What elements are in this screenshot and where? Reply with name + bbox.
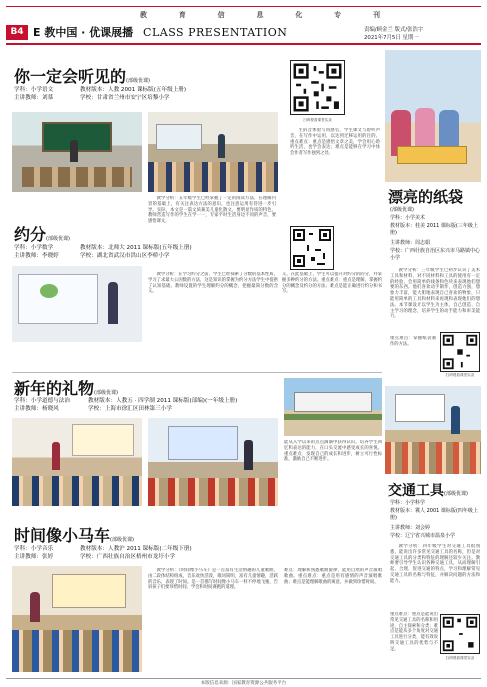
article-school: 学校：广西壮族自治区东兴市马路镇中心小学 <box>390 248 481 261</box>
masthead-word: 化 <box>295 11 303 19</box>
article-title-text: 新年的礼物 <box>14 379 95 398</box>
qr-code[interactable] <box>290 226 334 270</box>
classroom-photo <box>385 386 481 474</box>
article-title <box>14 376 118 399</box>
slide-graphic <box>40 284 58 298</box>
article-badge: (部级优课) <box>94 390 118 396</box>
article-school: 学校：上海市徐汇区田林第三小学 <box>88 406 172 412</box>
classroom-photo <box>12 112 142 192</box>
article-subject: 学科：小学道德与法治 <box>14 398 70 404</box>
article-school: 学校：甘肃省兰州市安宁区培黎小学 <box>80 95 170 101</box>
article-body: 教学分析：《时间像小马车》是一首富有生活情趣的儿童歌曲，由二段体结构组成，音乐欢快活泼，歌词简明，富有儿童情趣，活跃的音乐，表现了时间。是一首描写时间像小马车一样不停地飞驰，告诉孩子们要珍惜时间、学会和时间赛跑的道理。 <box>148 568 278 591</box>
article-teacher: 主讲教师：刘会婷 <box>390 525 431 531</box>
section-name: E 教中国 · 优课展播 <box>33 26 134 39</box>
masthead-words <box>140 10 380 20</box>
projector-screen <box>395 394 445 422</box>
teacher-figure <box>52 442 60 470</box>
article-textbook: 教材版本：北师大 2011 课标版(五年级上册) <box>80 245 192 251</box>
article-subject: 学科：小学科学 <box>390 500 426 506</box>
smartboard <box>18 274 98 324</box>
article-title <box>14 222 70 245</box>
projector-screen <box>156 124 202 150</box>
teacher-figure <box>244 440 253 470</box>
article-school: 学校：湖北省武汉市洪山区李桥小学 <box>80 253 170 259</box>
article-body: 教学分析：五年级学生已经掌握了一定的阅读方法，在理解内容的基础上，有关注表达方法的意识，也注意运用有待进一步引导。实际，本文是一篇文质兼美儿童化散文，要明显作质的特色，教师营造写作的学生在学一一，专家平时生活身边不同的声音，要感悟课文。 <box>148 196 276 225</box>
classroom-photo <box>12 418 142 506</box>
section-name-en: CLASS PRESENTATION <box>143 26 288 39</box>
students <box>12 476 142 506</box>
classroom-photo <box>12 266 142 342</box>
smartboard <box>52 574 126 608</box>
masthead-rule-top <box>6 6 481 7</box>
article-title-text: 约分 <box>14 225 47 244</box>
article-subject: 学科：小学音乐 <box>14 546 54 552</box>
article-body: 义，在此基础上，学生可以提升对约分的的分，并掌握多种约分的方法。重点难点：重点是理解、掌握约分的概念及约分的方法；难点是能正确进行约分和书写。 <box>282 272 382 295</box>
students <box>148 162 278 192</box>
section-divider <box>12 372 382 373</box>
article-teacher: 主讲教师：张婷 <box>14 554 54 560</box>
article-textbook: 教材版本：桂美 2011 课标版(三年级上册) <box>390 223 478 236</box>
article-badge: (部级优课) <box>46 236 70 242</box>
classroom-photo <box>385 50 481 182</box>
article-title <box>14 523 134 546</box>
editor-credit: 责编/顾金兰 版式/张浩宇 <box>364 27 424 33</box>
article-teacher: 主讲教师：刘慕 <box>14 95 54 101</box>
school-building <box>294 392 372 412</box>
classroom-photo <box>148 418 278 506</box>
article-body: 能从入学以来的点点滴滴中获得认识，培养学生回忆和表达的能力，在口头交流中感受成长的喜悦。重点难点：发现自己的成长和进步，树立可行性标准，激励自己不断进步。 <box>284 440 382 463</box>
projector-screen <box>72 424 134 456</box>
masthead-word: 息 <box>256 11 264 19</box>
classroom-photo <box>12 566 142 672</box>
article-title <box>14 64 150 87</box>
masthead-word: 信 <box>217 11 225 19</box>
qr-code-icon <box>441 615 479 653</box>
hedge <box>284 414 382 420</box>
article-badge: (部级优课) <box>110 537 134 543</box>
article-subject: 学科：小学数学 <box>14 245 54 251</box>
article-subject: 学科：小学美术 <box>390 215 426 221</box>
teacher-figure <box>108 282 118 324</box>
article-badge: (部级优课) <box>126 78 150 84</box>
issue-date: 2021年7月5日 星期一 <box>364 35 419 41</box>
masthead-word: 专 <box>334 11 342 19</box>
qr-code[interactable] <box>440 614 480 654</box>
article-body: 教学分析：四年级学生对交通工具很熟悉，能说出许多常见交通工具的名称，但是对交通工具的分类和特征的理解还较少关注。教师要引导学生认识各种交通工具，从而理解引起、合理、促进交通的特点，学习和理解常见交通工具的名称与特征，并解决问题的方法和能力。 <box>390 544 480 584</box>
masthead-rule-bottom <box>6 43 481 45</box>
article-school: 学校：广西壮族自治区梧州市龙圩小学 <box>80 554 176 560</box>
article-textbook: 教材版本：人教 2001 课标版(五年级上册) <box>80 87 187 93</box>
article-title-text: 你一定会听见的 <box>14 67 127 86</box>
article-body: 重点难点：掌握纸袋制作的方法。 <box>390 336 436 347</box>
footer-rule <box>6 678 481 679</box>
article-textbook: 教材版本：冀人 2001 课标版(四年级上册) <box>390 508 478 521</box>
students <box>12 630 142 672</box>
paper-bag <box>397 146 467 164</box>
article-subject: 学科：小学语文 <box>14 87 54 93</box>
article-school: 学校：辽宁省兴城市温泉小学 <box>390 533 456 539</box>
article-badge: (部级优课) <box>390 207 414 213</box>
smartboard <box>168 426 238 460</box>
classroom-photo <box>148 112 278 192</box>
qr-code-icon <box>291 61 344 114</box>
article-body: 难点：理解和熟悉歌曲旋律，能用自然的声音演唱歌曲。重点难点：重点是用有感情的声音演唱歌曲；难点是能理解歌曲的寓意，并做到珍惜时间。 <box>284 568 382 585</box>
classroom-photo <box>284 378 382 436</box>
article-title <box>388 186 463 207</box>
qr-code[interactable] <box>290 60 345 115</box>
teacher-figure <box>30 592 40 622</box>
article-body: 生的音体验与同感官，学生课文与聆听声音，在写作中运用，以达到迁移运用的目的。重点难点：重点是感悟文章之美，学会用心聆听生活，也学会表达；难点是能够在学习中体会作者写作独到之处。 <box>290 128 380 157</box>
article-teacher: 主讲教师：李晓婷 <box>14 253 59 259</box>
article-title-text: 交通工具 <box>388 483 444 499</box>
article-badge: (部级优课) <box>444 491 468 497</box>
article-teacher: 主讲教师：周志娟 <box>390 240 431 246</box>
student-desks <box>22 167 132 187</box>
students <box>148 478 278 506</box>
teacher-figure <box>218 134 225 158</box>
article-title-text: 时间像小马车 <box>14 526 111 545</box>
students <box>385 442 481 474</box>
article-textbook: 教材版本：人教沪 2011 课标版(二年级下册) <box>80 546 192 552</box>
masthead-word: 刊 <box>372 11 380 19</box>
qr-code-icon <box>291 227 333 269</box>
qr-caption: 扫码观看课堂实录 <box>303 118 332 122</box>
page-number-badge: B4 <box>6 25 28 40</box>
masthead-word: 教 <box>140 11 147 19</box>
qr-caption: 扫码观看课堂实录 <box>445 656 475 660</box>
article-title-text: 漂亮的纸袋 <box>388 188 464 206</box>
qr-code-icon <box>441 333 479 371</box>
footer-note: 本版信息来源：国家教育资源公共服务平台 <box>200 681 287 686</box>
teacher-figure <box>451 406 460 434</box>
masthead-word: 育 <box>178 11 186 19</box>
article-teacher: 主讲教师：杨晓风 <box>14 406 59 412</box>
teacher-figure <box>70 140 78 162</box>
section-title <box>33 24 287 40</box>
article-body: 教学分析：在学习约分之前，学生已经探索了分数的基本性质，学习了求最大公因数的方法，这是知识的掌握为约分方法学生中提供了认知基础。教师设置的学生理解约分的概念，把握最简分数的含义。 <box>148 272 278 295</box>
article-body: 重点难点：重点是能说出常见交通工具的名称和用途，自主探索和分类；难点是能从多个角度对交通工具进行分类，能有效说明交通工具的优势与不足。 <box>390 612 438 652</box>
article-title <box>388 480 468 500</box>
article-textbook: 教材版本：人教五 · 四学制 2011 课标版(部编)(一年级上册) <box>88 398 238 404</box>
article-body: 教学分析：三年级学生已初步认识了美术工具和材料，对不同材料和工具的使用有一定的经验，会用简单的线条和色块来表现他们想要的东西。他们喜欢动手制作，创造力强，想象力丰富，能大胆地表现自己喜欢的物象，只能用简单的工具和材料来再现和表现他们的想法。本节课设计以学生为主体，自己创造、自主学习的理念，培养学生的动手能力和审美能力。 <box>390 268 480 320</box>
qr-code[interactable] <box>440 332 480 372</box>
qr-caption: 扫码观看课堂实录 <box>445 373 475 377</box>
